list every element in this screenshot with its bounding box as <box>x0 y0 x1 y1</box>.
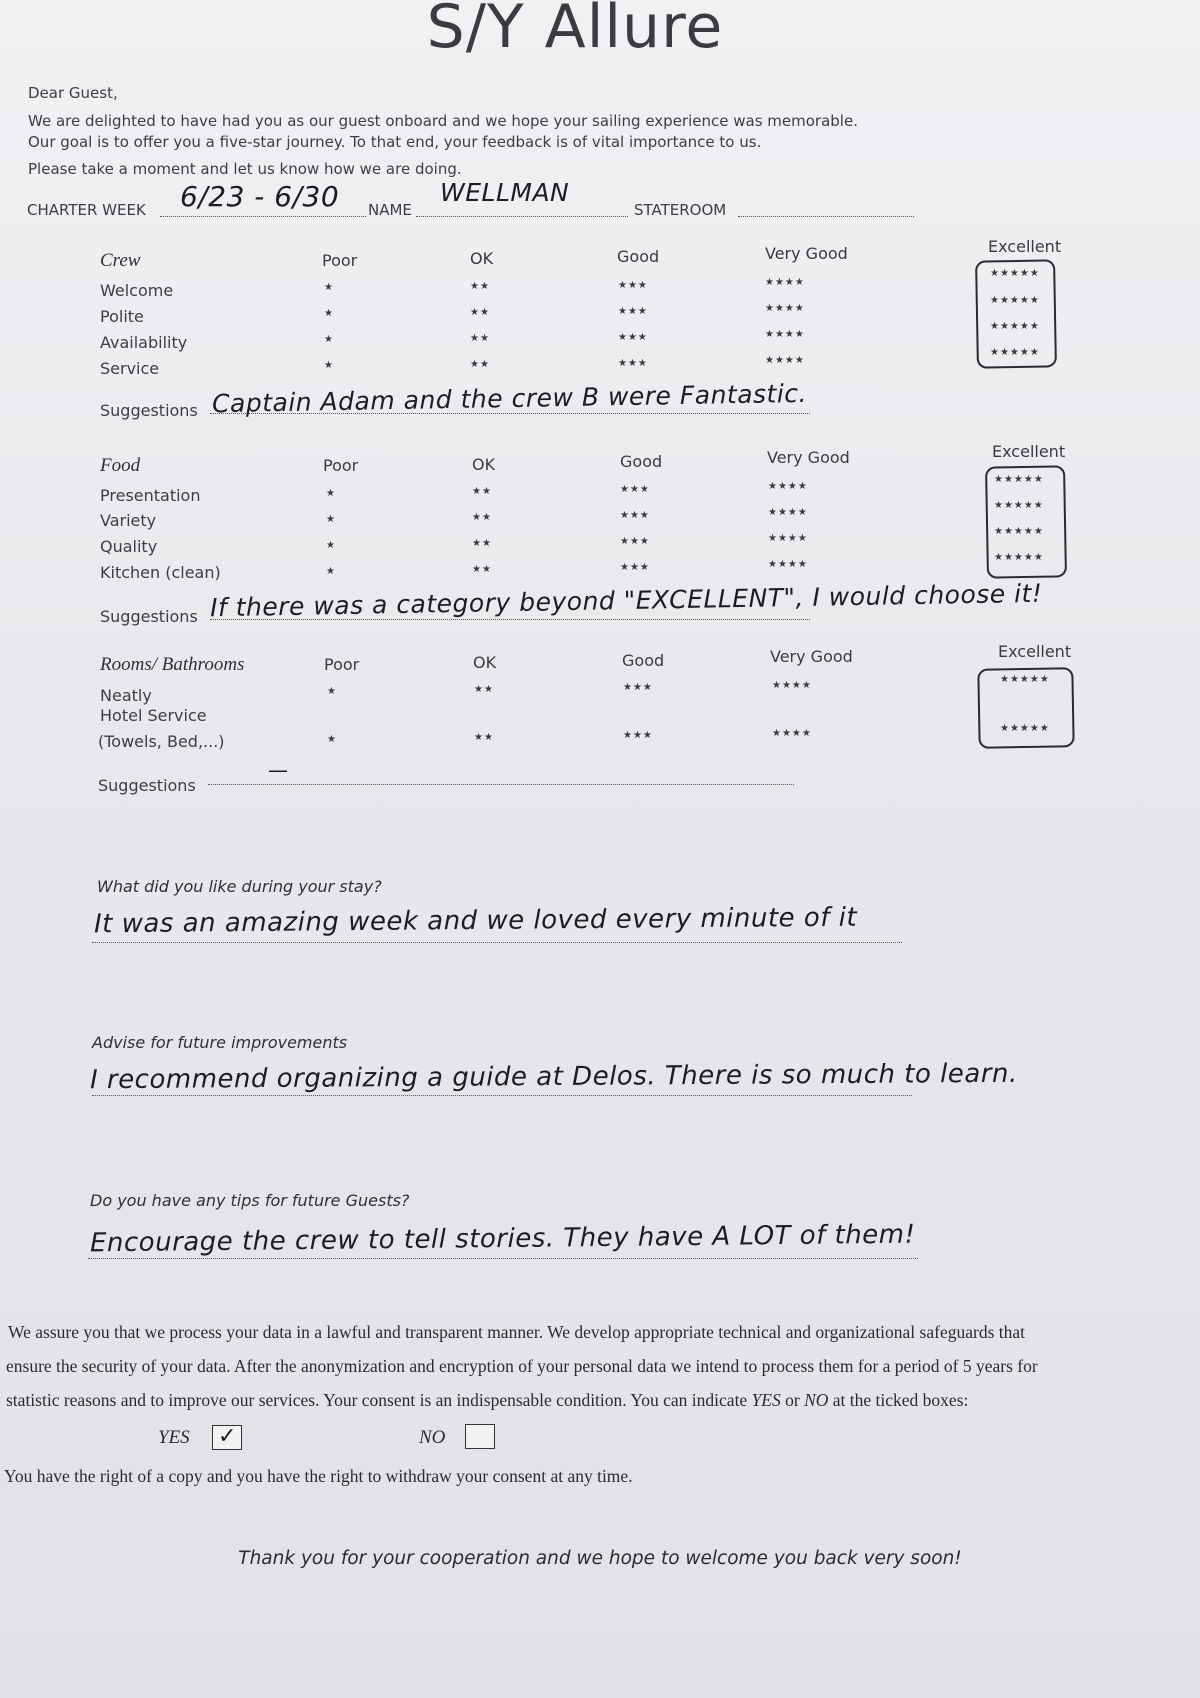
name-label: NAME <box>368 201 412 219</box>
crew-service-good[interactable]: ★★★ <box>618 358 648 369</box>
check-mark-icon: ✓ <box>218 1424 237 1449</box>
rooms-row-hotel-service: Hotel Service <box>100 706 207 725</box>
crew-polite-very-good[interactable]: ★★★★ <box>765 303 805 314</box>
food-quality-very-good[interactable]: ★★★★ <box>768 533 808 544</box>
crew-row-service: Service <box>100 359 160 378</box>
tips-question-label: Do you have any tips for future Guests? <box>90 1191 410 1210</box>
rooms-neatly-ok[interactable]: ★★ <box>474 684 494 695</box>
food-variety-very-good[interactable]: ★★★★ <box>768 507 808 518</box>
liked-answer-value[interactable]: It was an amazing week and we loved every minute of it <box>93 902 858 940</box>
rooms-excellent-selection-mark <box>977 667 1074 749</box>
rooms-col-excellent: Excellent <box>998 642 1072 661</box>
crew-availability-good[interactable]: ★★★ <box>618 332 648 343</box>
rooms-suggestions-value[interactable]: — <box>268 758 289 782</box>
food-suggestions-label: Suggestions <box>100 607 198 626</box>
crew-col-excellent: Excellent <box>988 237 1062 256</box>
improve-answer-value[interactable]: I recommend organizing a guide at Delos. There is so much to learn. <box>89 1058 1018 1096</box>
crew-excellent-selection-mark <box>975 259 1057 368</box>
crew-row-polite: Polite <box>100 307 144 326</box>
charter-week-line <box>160 216 366 217</box>
rooms-hotel-service-excellent[interactable]: ★★★★★ <box>1000 723 1050 734</box>
intro-line-2: Our goal is to offer you a five-star journey. To that end, your feedback is of vital importance to us. <box>28 133 762 151</box>
crew-polite-good[interactable]: ★★★ <box>618 306 648 317</box>
intro-line-3: Please take a moment and let us know how we are doing. <box>28 160 462 178</box>
privacy-yes-ref: YES <box>751 1390 781 1410</box>
crew-polite-poor[interactable]: ★ <box>324 308 334 319</box>
rooms-row-towels-bed: (Towels, Bed,...) <box>98 732 225 751</box>
crew-welcome-excellent[interactable]: ★★★★★ <box>990 268 1040 279</box>
crew-availability-excellent[interactable]: ★★★★★ <box>990 321 1040 332</box>
food-section-title: Food <box>100 455 141 476</box>
rooms-neatly-poor[interactable]: ★ <box>327 686 337 697</box>
food-excellent-selection-mark <box>985 465 1067 578</box>
name-value[interactable]: WELLMAN <box>440 178 570 207</box>
rooms-neatly-excellent[interactable]: ★★★★★ <box>1000 674 1050 685</box>
rooms-neatly-good[interactable]: ★★★ <box>623 682 653 693</box>
crew-service-very-good[interactable]: ★★★★ <box>765 355 805 366</box>
food-kitchen-ok[interactable]: ★★ <box>472 564 492 575</box>
food-col-ok: OK <box>472 455 496 474</box>
rooms-hotel-service-ok[interactable]: ★★ <box>474 732 494 743</box>
crew-welcome-poor[interactable]: ★ <box>324 282 334 293</box>
improve-answer-line <box>92 1095 912 1096</box>
food-row-presentation: Presentation <box>100 486 201 505</box>
intro-line-1: We are delighted to have had you as our guest onboard and we hope your sailing experience was memorable. <box>28 112 858 130</box>
food-col-good: Good <box>620 452 663 471</box>
rooms-hotel-service-very-good[interactable]: ★★★★ <box>772 728 812 739</box>
food-variety-good[interactable]: ★★★ <box>620 510 650 521</box>
crew-service-poor[interactable]: ★ <box>324 360 334 371</box>
privacy-line-2: ensure the security of your data. After the anonymization and encryption of your personal data we intend to process them for a period of 5 years for <box>6 1356 1038 1376</box>
food-quality-excellent[interactable]: ★★★★★ <box>994 526 1044 537</box>
food-kitchen-very-good[interactable]: ★★★★ <box>768 559 808 570</box>
rooms-row-neatly: Neatly <box>100 686 152 705</box>
food-variety-excellent[interactable]: ★★★★★ <box>994 500 1044 511</box>
privacy-line-3e: at the ticked boxes: <box>828 1390 969 1410</box>
rooms-suggestions-line <box>208 784 794 785</box>
page-title: S/Y Allure <box>426 0 724 62</box>
improve-question-label: Advise for future improvements <box>92 1033 348 1052</box>
crew-suggestions-label: Suggestions <box>100 401 198 420</box>
food-kitchen-excellent[interactable]: ★★★★★ <box>994 552 1044 563</box>
privacy-line-1: We assure you that we process your data in a lawful and transparent manner. We develop appropriate technical and organizational safeguards that <box>8 1322 1025 1342</box>
food-quality-ok[interactable]: ★★ <box>472 538 492 549</box>
rooms-suggestions-label: Suggestions <box>98 776 196 795</box>
crew-availability-ok[interactable]: ★★ <box>470 333 490 344</box>
food-row-quality: Quality <box>100 537 158 556</box>
privacy-line-3a: statistic reasons and to improve our services. Your consent is an indispensable condition. You can indicate <box>6 1390 752 1410</box>
tips-answer-value[interactable]: Encourage the crew to tell stories. They have A LOT of them! <box>89 1219 916 1259</box>
crew-polite-excellent[interactable]: ★★★★★ <box>990 295 1040 306</box>
rooms-col-poor: Poor <box>324 655 360 674</box>
food-kitchen-good[interactable]: ★★★ <box>620 562 650 573</box>
tips-answer-line <box>88 1258 918 1259</box>
rooms-neatly-very-good[interactable]: ★★★★ <box>772 680 812 691</box>
name-line <box>416 216 628 217</box>
rooms-section-title: Rooms/ Bathrooms <box>100 654 245 675</box>
food-suggestions-value[interactable]: If there was a category beyond "EXCELLENT", I would choose it! <box>209 578 1043 623</box>
food-kitchen-poor[interactable]: ★ <box>326 566 336 577</box>
rooms-col-very-good: Very Good <box>770 647 853 666</box>
rooms-hotel-service-good[interactable]: ★★★ <box>623 730 653 741</box>
food-presentation-very-good[interactable]: ★★★★ <box>768 481 808 492</box>
crew-col-poor: Poor <box>322 251 358 270</box>
salutation: Dear Guest, <box>28 84 118 102</box>
consent-yes-checkbox[interactable] <box>212 1425 242 1450</box>
food-presentation-good[interactable]: ★★★ <box>620 484 650 495</box>
stateroom-label: STATEROOM <box>634 201 727 219</box>
food-presentation-poor[interactable]: ★ <box>326 488 336 499</box>
consent-no-label: NO <box>419 1427 446 1448</box>
crew-welcome-ok[interactable]: ★★ <box>470 281 490 292</box>
crew-service-ok[interactable]: ★★ <box>470 359 490 370</box>
crew-suggestions-value[interactable]: Captain Adam and the crew B were Fantastic. <box>211 378 808 419</box>
food-quality-good[interactable]: ★★★ <box>620 536 650 547</box>
crew-col-very-good: Very Good <box>765 244 848 263</box>
privacy-line-3 <box>6 1390 968 1411</box>
food-col-very-good: Very Good <box>767 448 850 467</box>
charter-week-label: CHARTER WEEK <box>27 201 146 219</box>
crew-availability-poor[interactable]: ★ <box>324 334 334 345</box>
consent-yes-label: YES <box>158 1427 190 1448</box>
charter-week-value[interactable]: 6/23 - 6/30 <box>180 180 340 213</box>
rooms-hotel-service-poor[interactable]: ★ <box>327 734 337 745</box>
crew-polite-ok[interactable]: ★★ <box>470 307 490 318</box>
rooms-col-ok: OK <box>473 653 497 672</box>
privacy-no-ref: NO <box>804 1390 829 1410</box>
food-presentation-ok[interactable]: ★★ <box>472 486 492 497</box>
crew-col-ok: OK <box>470 249 494 268</box>
food-presentation-excellent[interactable]: ★★★★★ <box>994 474 1044 485</box>
stateroom-line <box>738 216 914 217</box>
crew-row-welcome: Welcome <box>100 281 174 300</box>
privacy-or: or <box>780 1390 805 1410</box>
liked-question-label: What did you like during your stay? <box>97 877 382 896</box>
rooms-col-good: Good <box>622 651 665 670</box>
crew-section-title: Crew <box>100 250 141 271</box>
crew-welcome-very-good[interactable]: ★★★★ <box>765 277 805 288</box>
consent-no-checkbox[interactable] <box>465 1424 495 1449</box>
crew-availability-very-good[interactable]: ★★★★ <box>765 329 805 340</box>
food-variety-poor[interactable]: ★ <box>326 514 336 525</box>
crew-service-excellent[interactable]: ★★★★★ <box>990 347 1040 358</box>
closing-message: Thank you for your cooperation and we hope to welcome you back very soon! <box>238 1548 962 1569</box>
privacy-line-4: You have the right of a copy and you have the right to withdraw your consent at any time. <box>4 1466 633 1486</box>
crew-welcome-good[interactable]: ★★★ <box>618 280 648 291</box>
food-variety-ok[interactable]: ★★ <box>472 512 492 523</box>
food-row-kitchen: Kitchen (clean) <box>100 563 221 582</box>
crew-row-availability: Availability <box>100 333 188 352</box>
food-col-poor: Poor <box>323 456 359 475</box>
food-col-excellent: Excellent <box>992 442 1066 461</box>
crew-col-good: Good <box>617 247 660 266</box>
food-quality-poor[interactable]: ★ <box>326 540 336 551</box>
food-row-variety: Variety <box>100 511 157 530</box>
liked-answer-line <box>92 942 902 943</box>
